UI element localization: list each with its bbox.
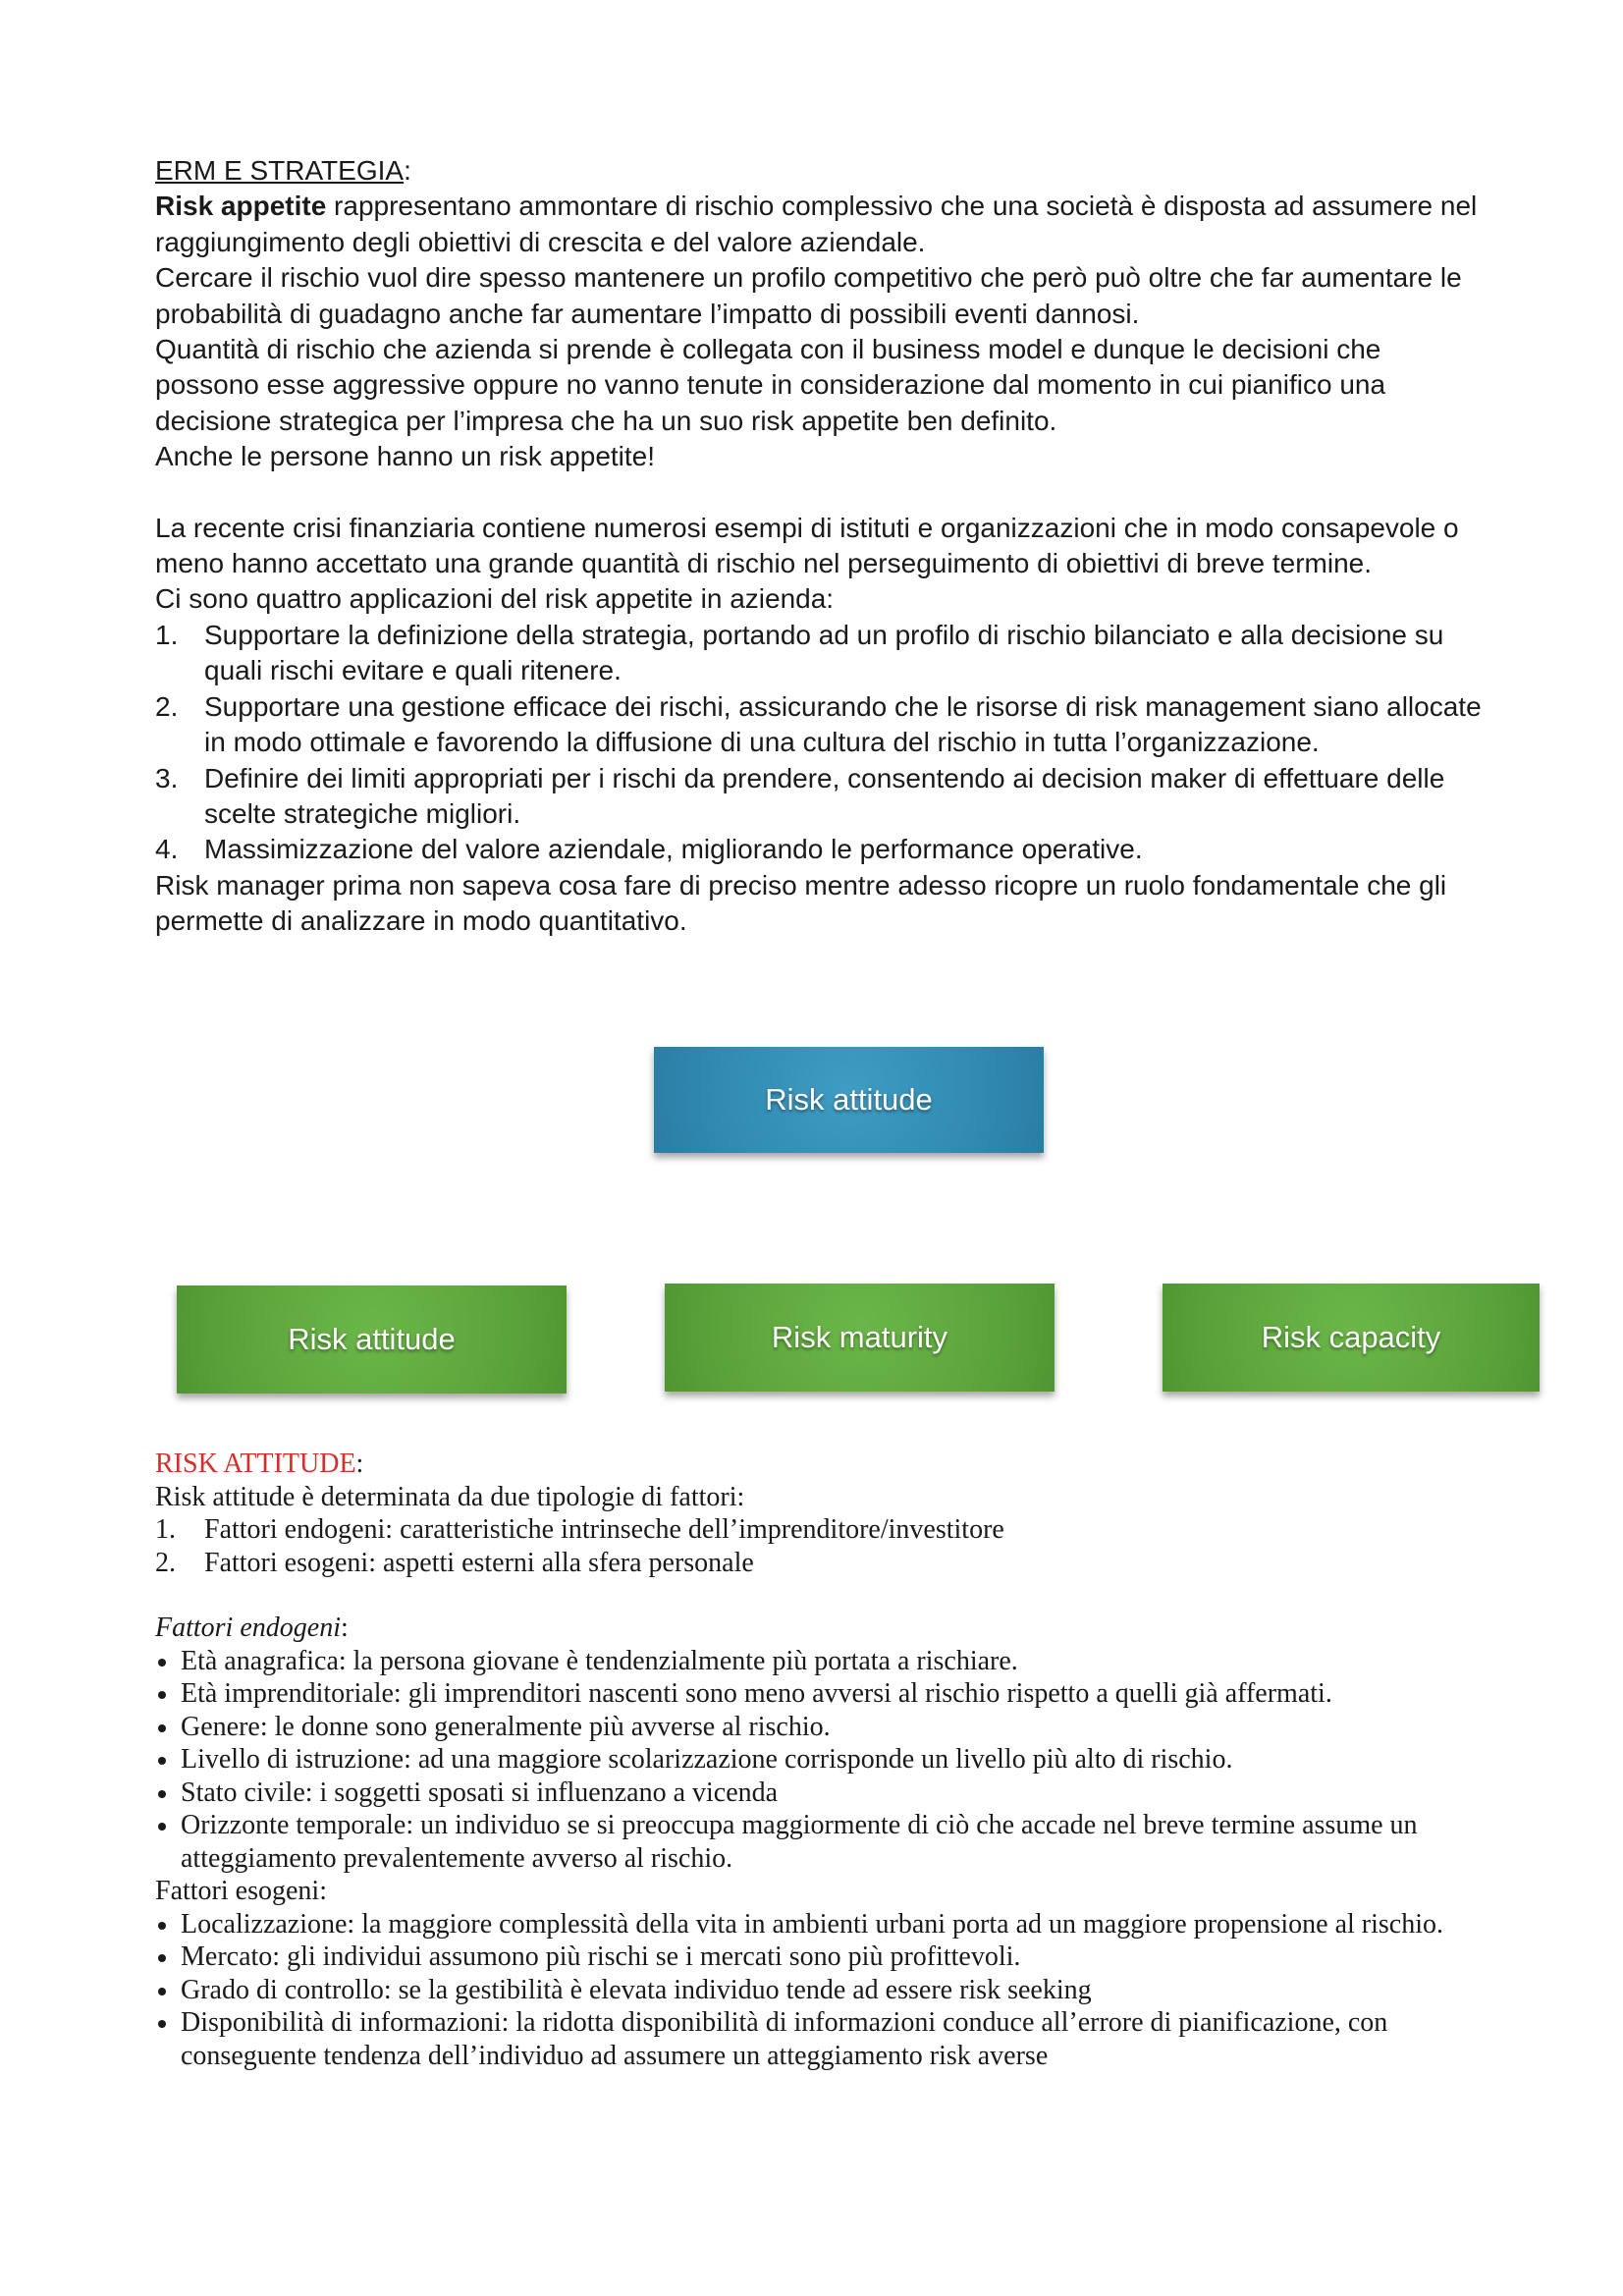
exogenous-factors-list <box>155 1908 1490 2073</box>
paragraph-risk-appetite: Risk appetite rappresentano ammontare di rischio complessivo che una società è disposta ad assumere nel raggiungimento degli obiettivi di crescita e del valore aziendale. <box>155 191 1478 257</box>
paragraph: Risk manager prima non sapeva cosa fare di preciso mentre adesso ricopre un ruolo fondamentale che gli permette di analizzare in modo quantitativo. <box>155 869 1447 937</box>
bullet-icon <box>158 2020 166 2028</box>
list-item: Genere: le donne sono generalmente più avverse al rischio. <box>155 1711 1490 1744</box>
paragraph: Ci sono quattro applicazioni del risk appetite in azienda: <box>155 583 835 615</box>
bullet-icon <box>158 1757 166 1765</box>
list-item: Grado di controllo: se la gestibilità è elevata individuo tende ad essere risk seeking <box>155 1974 1490 2007</box>
list-item: Disponibilità di informazioni: la ridotta disponibilità di informazioni conduce all’errore di pianificazione, con conseguente tendenza dell’individuo ad assumere un atteggiamento risk averse <box>155 2006 1490 2072</box>
list-item: 2. Supportare una gestione efficace dei rischi, assicurando che le risorse di risk management siano allocate in modo ottimale e favorendo la diffusione di una cultura del rischio in tutta l’organizzazione. <box>155 690 1482 758</box>
endogenous-factors-list <box>155 1645 1490 1876</box>
list-item: 2. Fattori esogeni: aspetti esterni alla sfera personale <box>155 1547 754 1578</box>
applications-list <box>155 618 1490 868</box>
list-item: 1. Fattori endogeni: caratteristiche intrinseche dell’imprenditore/investitore <box>155 1514 1004 1545</box>
list-item: Stato civile: i soggetti sposati si influenzano a vicenda <box>155 1777 1490 1810</box>
blank-line <box>155 1579 1490 1612</box>
bullet-icon <box>158 1659 166 1667</box>
paragraph: Cercare il rischio vuol dire spesso mantenere un profilo competitivo che però può oltre che far aumentare le probabilità di guadagno anche far aumentare l’impatto di possibili eventi dannosi. <box>155 262 1462 329</box>
bullet-icon <box>158 1691 166 1699</box>
section-heading: ERM E STRATEGIA: <box>155 155 411 186</box>
diagram-box-left: Risk attitude <box>177 1285 567 1394</box>
bullet-icon <box>158 1954 166 1962</box>
subheading-esogeni: Fattori esogeni: <box>155 1876 327 1906</box>
bullet-icon <box>158 1988 166 1995</box>
list-item: Età anagrafica: la persona giovane è tendenzialmente più portata a rischiare. <box>155 1645 1490 1678</box>
heading-erm-strategia: ERM E STRATEGIA <box>155 155 405 186</box>
list-item: Livello di istruzione: ad una maggiore scolarizzazione corrisponde un livello più alto di rischio. <box>155 1743 1490 1777</box>
paragraph: Quantità di rischio che azienda si prende è collegata con il business model e dunque le decisioni che possono esse aggressive oppure no vanno tenute in considerazione dal momento in cui pianifico una decisione strategica per l’impresa che ha un suo risk appetite ben definito. <box>155 334 1386 436</box>
diagram-box-right: Risk capacity <box>1163 1284 1540 1392</box>
factor-types-list <box>155 1513 1490 1579</box>
bullet-icon <box>158 1790 166 1798</box>
list-item: 1. Supportare la definizione della strategia, portando ad un profilo di rischio bilanciato e alla decisione su quali rischi evitare e quali ritenere. <box>155 619 1444 686</box>
paragraph: Risk attitude è determinata da due tipologie di fattori: <box>155 1481 745 1512</box>
diagram-box-top: Risk attitude <box>654 1047 1044 1153</box>
paragraph: Anche le persone hanno un risk appetite! <box>155 441 656 472</box>
blank-line <box>155 475 1490 511</box>
list-item: Orizzonte temporale: un individuo se si preoccupa maggiormente di ciò che accade nel breve termine assume un atteggiamento prevalentemente avverso al rischio. <box>155 1809 1490 1875</box>
section-heading: RISK ATTITUDE: <box>155 1449 364 1479</box>
list-item: Età imprenditoriale: gli imprenditori nascenti sono meno avversi al rischio rispetto a quelli già affermati. <box>155 1677 1490 1711</box>
section-erm-strategia <box>155 153 1490 940</box>
list-item: Mercato: gli individui assumono più rischi se i mercati sono più profittevoli. <box>155 1941 1490 1974</box>
subheading-endogeni: Fattori endogeni: <box>155 1613 349 1643</box>
heading-risk-attitude: RISK ATTITUDE <box>155 1449 356 1479</box>
paragraph: La recente crisi finanziaria contiene numerosi esempi di istituti e organizzazioni che in modo consapevole o meno hanno accettato una grande quantità di rischio nel perseguimento di obiettivi di breve termine. <box>155 512 1459 579</box>
section-risk-attitude <box>155 1448 1490 2072</box>
bullet-icon <box>158 1823 166 1831</box>
bullet-icon <box>158 1724 166 1732</box>
diagram-box-middle: Risk maturity <box>665 1284 1055 1392</box>
bullet-icon <box>158 1922 166 1930</box>
list-item: Localizzazione: la maggiore complessità della vita in ambienti urbani porta ad un maggiore propensione al rischio. <box>155 1908 1490 1941</box>
list-item: 3. Definire dei limiti appropriati per i rischi da prendere, consentendo ai decision maker di effettuare delle scelte strategiche migliori. <box>155 762 1445 829</box>
list-item: 4. Massimizzazione del valore aziendale, migliorando le performance operative. <box>155 834 1143 865</box>
